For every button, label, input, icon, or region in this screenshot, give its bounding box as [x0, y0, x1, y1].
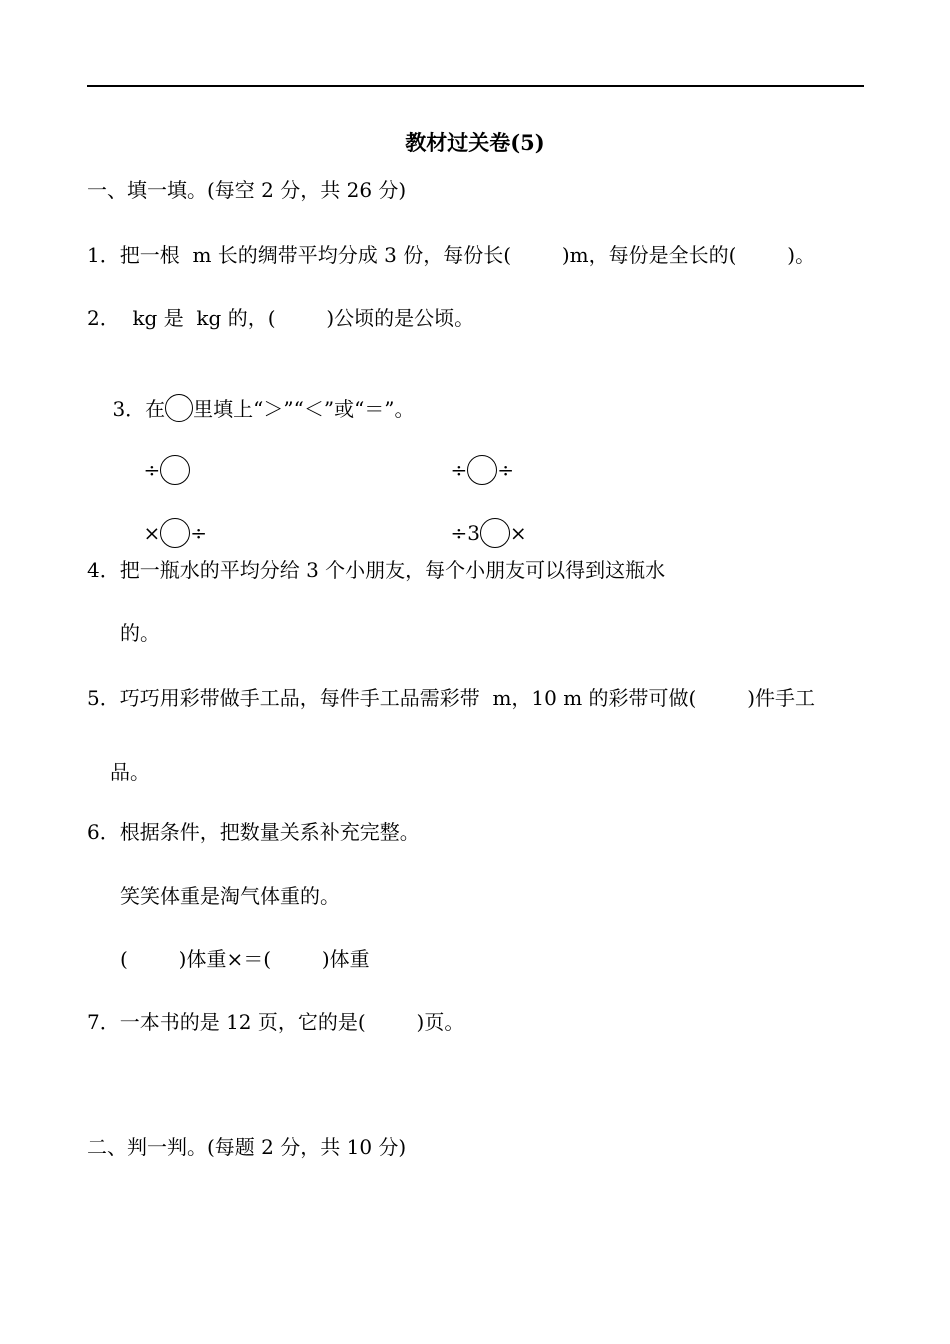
question-7: 7．一本书的是 12 页，它的是( )页。 [87, 1010, 465, 1034]
question-5-line2: 品。 [110, 760, 150, 784]
compare-b-right: ÷ [497, 458, 514, 482]
question-1: 1．把一根 m 长的绸带平均分成 3 份，每份长( )m，每份是全长的( )。 [87, 243, 816, 267]
compare-d-left: ÷3 [450, 521, 480, 545]
compare-d-right: × [509, 521, 527, 545]
top-rule [87, 85, 864, 87]
answer-circle-icon[interactable] [480, 518, 510, 548]
compare-c-right: ÷ [190, 521, 207, 545]
question-6: 6．根据条件，把数量关系补充完整。 [87, 820, 420, 844]
question-3-suffix: 里填上“＞”“＜”或“＝”。 [193, 397, 415, 421]
question-4-line2: 的。 [120, 621, 160, 645]
compare-circle-icon [165, 394, 193, 422]
question-5-line1: 5．巧巧用彩带做手工品，每件手工品需彩带 m，10 m 的彩带可做( )件手工 [87, 686, 815, 710]
compare-c-left: × [143, 521, 161, 545]
answer-circle-icon[interactable] [467, 455, 497, 485]
compare-b-left: ÷ [450, 458, 468, 482]
question-3-prefix: 3．在 [112, 397, 166, 421]
question-2: 2． kg 是 kg 的，( )公顷的是公顷。 [87, 306, 475, 330]
compare-a-left: ÷ [143, 458, 161, 482]
section1-heading: 一、填一填。(每空 2 分，共 26 分) [87, 178, 407, 202]
answer-circle-icon[interactable] [160, 518, 190, 548]
question-6-condition: 笑笑体重是淘气体重的。 [120, 884, 340, 908]
answer-circle-icon[interactable] [160, 455, 190, 485]
section2-heading: 二、判一判。(每题 2 分，共 10 分) [87, 1135, 407, 1159]
question-6-relation: ( )体重×＝( )体重 [120, 947, 370, 971]
page-title: 教材过关卷(5) [405, 130, 545, 155]
question-4-line1: 4．把一瓶水的平均分给 3 个小朋友，每个小朋友可以得到这瓶水 [87, 558, 666, 582]
